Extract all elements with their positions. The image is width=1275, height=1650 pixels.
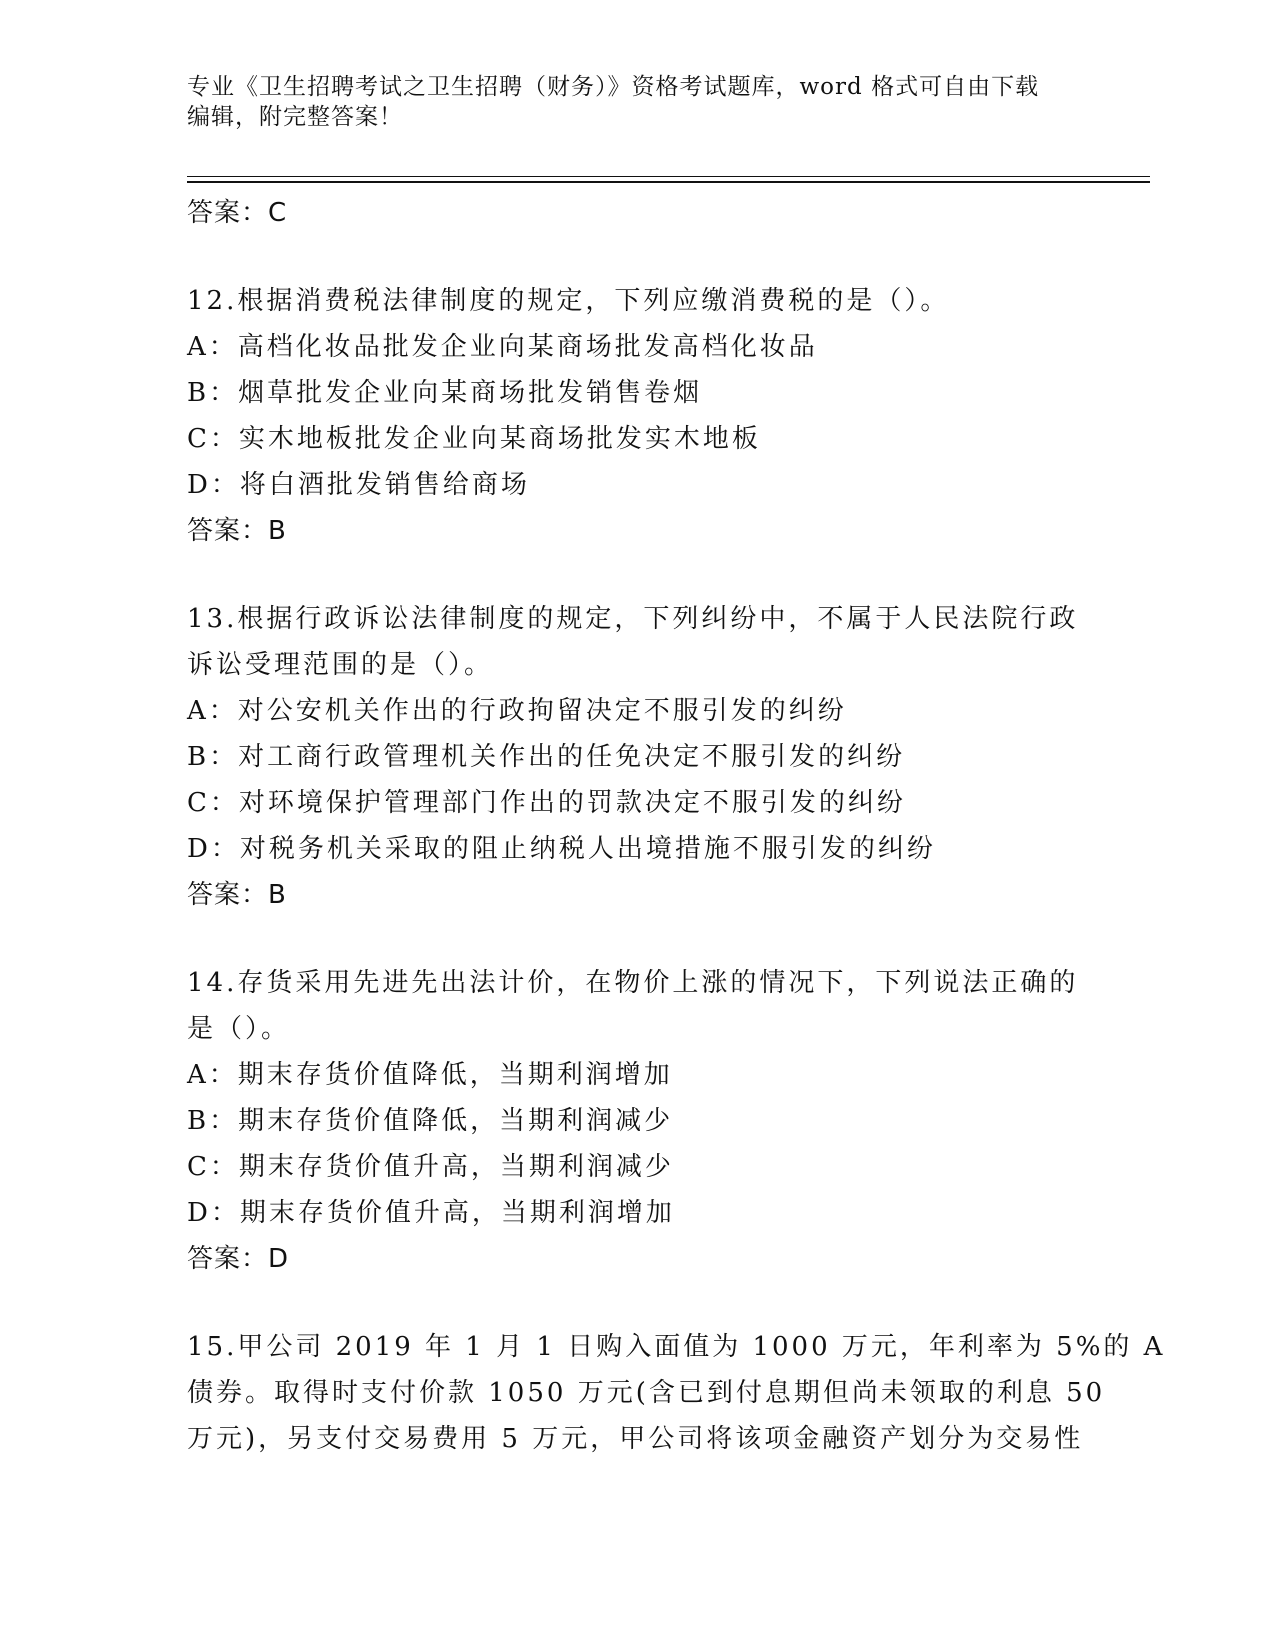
question-list	[187, 190, 1166, 1462]
question-12	[187, 278, 1087, 554]
answer: 答案：B	[187, 880, 287, 910]
question-text-cont: 万元)，另支付交易费用 5 万元，甲公司将该项金融资产划分为交易性	[187, 1424, 1084, 1454]
option-d: D：对税务机关采取的阻止纳税人出境措施不服引发的纠纷	[187, 834, 936, 864]
option-a: A：对公安机关作出的行政拘留决定不服引发的纠纷	[187, 696, 847, 726]
option-c: C：对环境保护管理部门作出的罚款决定不服引发的纠纷	[187, 788, 906, 818]
header-divider-thick	[187, 181, 1150, 183]
option-d: D：期末存货价值升高，当期利润增加	[187, 1198, 675, 1228]
question-text: 14.存货采用先进先出法计价，在物价上涨的情况下，下列说法正确的	[187, 968, 1079, 998]
header-line-1: 专业《卫生招聘考试之卫生招聘（财务）》资格考试题库，word 格式可自由下载	[187, 74, 1040, 100]
option-a: A：期末存货价值降低，当期利润增加	[187, 1060, 673, 1090]
header-line-2: 编辑，附完整答案！	[187, 104, 403, 130]
question-text: 12.根据消费税法律制度的规定，下列应缴消费税的是（）。	[187, 286, 950, 316]
spacer	[187, 554, 1087, 596]
question-text: 13.根据行政诉讼法律制度的规定，下列纠纷中，不属于人民法院行政	[187, 604, 1079, 634]
question-15	[187, 1324, 1166, 1462]
question-text-cont: 诉讼受理范围的是（）。	[187, 650, 494, 680]
question-text: 15.甲公司 2019 年 1 月 1 日购入面值为 1000 万元，年利率为 5%的 A	[187, 1332, 1166, 1362]
spacer	[187, 236, 1087, 278]
option-c: C：期末存货价值升高，当期利润减少	[187, 1152, 674, 1182]
option-b: B：烟草批发企业向某商场批发销售卷烟	[187, 378, 703, 408]
header-divider-thin	[187, 176, 1150, 177]
option-b: B：对工商行政管理机关作出的任免决定不服引发的纠纷	[187, 742, 906, 772]
spacer	[187, 918, 1087, 960]
option-d: D：将白酒批发销售给商场	[187, 470, 530, 500]
document-header	[187, 72, 1077, 132]
previous-answer: 答案：C	[187, 198, 288, 228]
question-14	[187, 960, 1087, 1282]
option-b: B：期末存货价值降低，当期利润减少	[187, 1106, 674, 1136]
spacer	[187, 1282, 1087, 1324]
question-text-cont: 债券。取得时支付价款 1050 万元(含已到付息期但尚未领取的利息 50	[187, 1378, 1106, 1408]
question-13	[187, 596, 1087, 918]
answer: 答案：D	[187, 1244, 290, 1274]
option-c: C：实木地板批发企业向某商场批发实木地板	[187, 424, 761, 454]
question-text-cont: 是（）。	[187, 1014, 291, 1044]
answer: 答案：B	[187, 516, 287, 546]
option-a: A：高档化妆品批发企业向某商场批发高档化妆品	[187, 332, 818, 362]
